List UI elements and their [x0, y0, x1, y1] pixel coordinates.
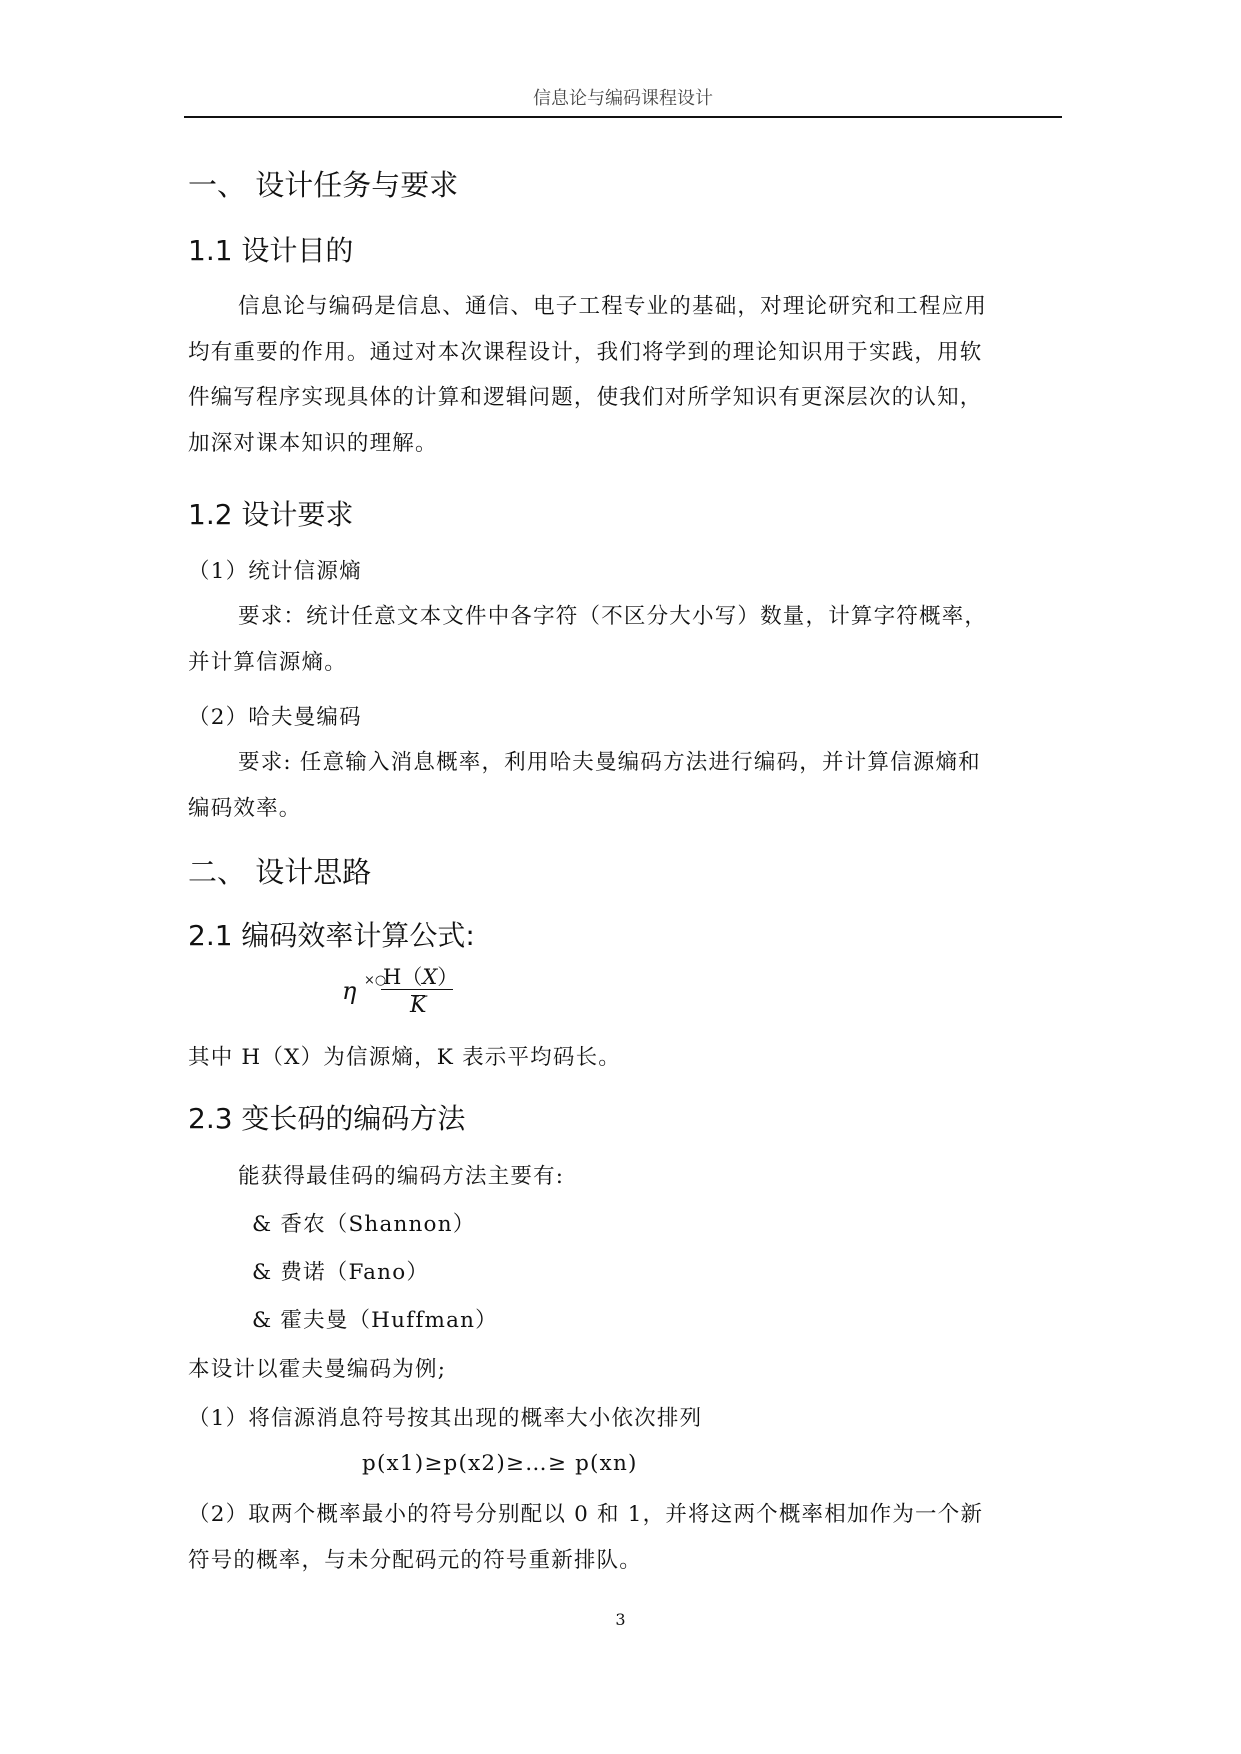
method-huffman: & 霍夫曼（Huffman） [252, 1308, 498, 1333]
section-2-heading: 二、 设计思路 [188, 855, 372, 889]
running-header: 信息论与编码课程设计 [533, 88, 713, 109]
subsection-1-2-heading: 1.2 设计要求 [188, 498, 354, 531]
requirement-2-title: （2）哈夫曼编码 [188, 705, 362, 730]
purpose-line-3: 件编写程序实现具体的计算和逻辑问题，使我们对所学知识有更深层次的认知， [188, 385, 983, 410]
req2-line-1: 要求: 任意输入消息概率，利用哈夫曼编码方法进行编码，并计算信源熵和 [238, 750, 981, 775]
requirement-1-paragraph [188, 594, 1058, 685]
requirement-1-title: （1）统计信源熵 [188, 559, 362, 584]
subsection-2-3-heading: 2.3 变长码的编码方法 [188, 1102, 466, 1135]
req1-line-2: 并计算信源熵。 [188, 649, 347, 675]
example-statement: 本设计以霍夫曼编码为例; [188, 1357, 447, 1382]
subsection-2-1-heading: 2.1 编码效率计算公式: [188, 919, 475, 952]
purpose-line-1: 信息论与编码是信息、通信、电子工程专业的基础，对理论研究和工程应用 [238, 294, 988, 319]
efficiency-formula [338, 955, 478, 1025]
probability-inequality: p(x1)≥p(x2)≥…≥ p(xn) [362, 1451, 638, 1476]
step2-line-1: （2）取两个概率最小的符号分别配以 0 和 1，并将这两个概率相加作为一个新 [188, 1502, 984, 1527]
fraction-line [381, 989, 453, 990]
section-1-heading: 一、 设计任务与要求 [188, 168, 459, 202]
methods-intro: 能获得最佳码的编码方法主要有: [238, 1164, 565, 1189]
step-1: （1）将信源消息符号按其出现的概率大小依次排列 [188, 1406, 703, 1431]
method-shannon: & 香农（Shannon） [252, 1212, 476, 1237]
requirement-2-paragraph [188, 740, 1058, 831]
method-fano: & 费诺（Fano） [252, 1260, 430, 1285]
req2-line-2: 编码效率。 [188, 795, 302, 821]
formula-numerator: H（X） [383, 965, 459, 989]
header-rule [184, 116, 1062, 118]
purpose-line-4: 加深对课本知识的理解。 [188, 430, 438, 456]
formula-denominator: K [410, 993, 427, 1018]
page-number: 3 [615, 1610, 626, 1629]
eta-symbol: η [342, 977, 357, 1005]
req1-line-1: 要求：统计任意文本文件中各字符（不区分大小写）数量，计算字符概率， [238, 604, 988, 629]
step-2-paragraph [188, 1492, 1058, 1583]
equals-symbol: ×○ [364, 973, 387, 988]
purpose-line-2: 均有重要的作用。通过对本次课程设计，我们将学到的理论知识用于实践，用软 [188, 339, 983, 365]
formula-note: 其中 H（X）为信源熵，K 表示平均码长。 [188, 1045, 621, 1070]
subsection-1-1-heading: 1.1 设计目的 [188, 234, 354, 267]
step2-line-2: 符号的概率，与未分配码元的符号重新排队。 [188, 1547, 643, 1573]
design-purpose-paragraph [188, 284, 1058, 466]
